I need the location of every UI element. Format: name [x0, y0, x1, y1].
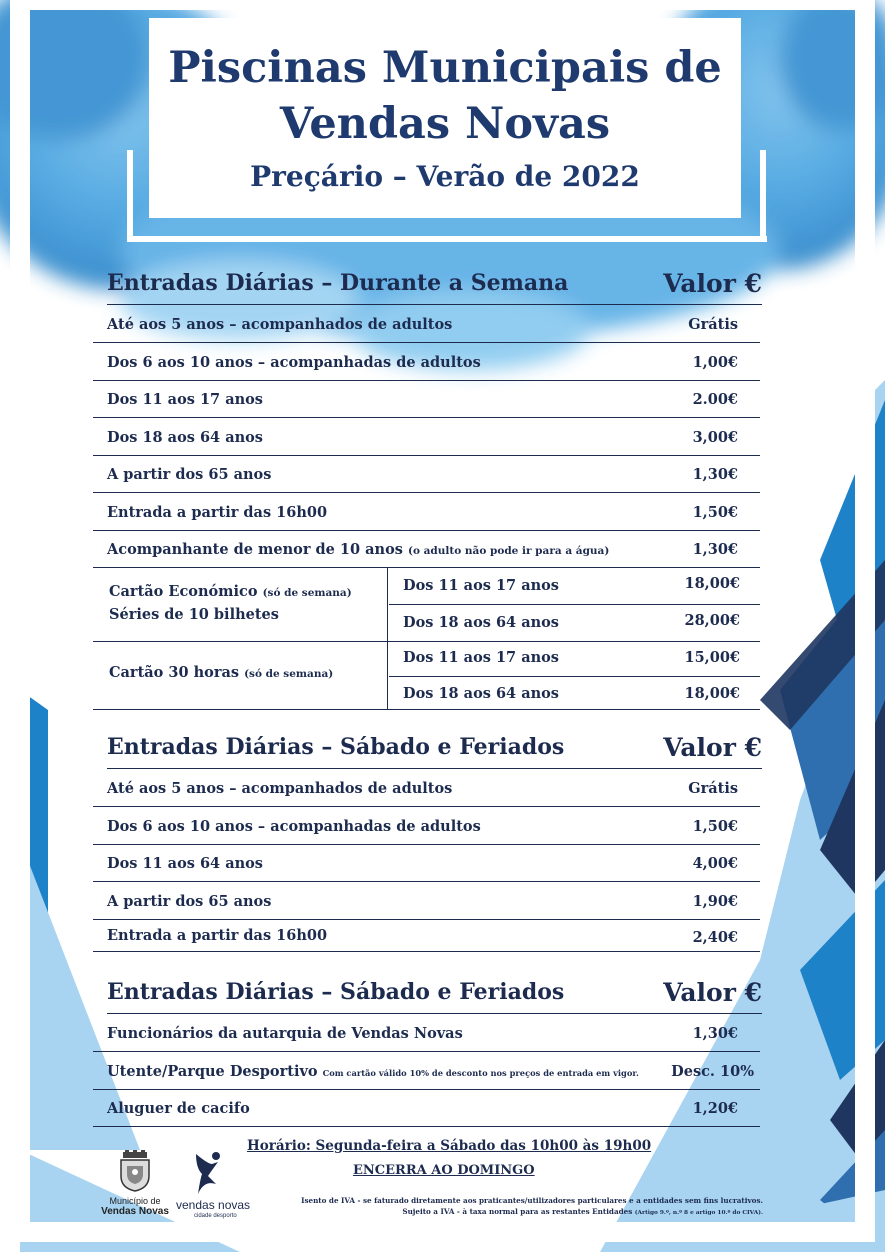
option-price: 18,00€ [684, 685, 740, 702]
option-price: 15,00€ [684, 649, 740, 666]
group-label-text: Cartão Económico [109, 583, 258, 600]
option-price: 18,00€ [684, 575, 740, 592]
vat-note-ref: (Artigo 9.º, n.º 8 e artigo 10.º do CIVA). [634, 1210, 763, 1216]
municipality-logo-line1: Município de [109, 1196, 161, 1206]
group-label-line2: Séries de 10 bilhetes [109, 606, 279, 623]
section-heading: Entradas Diárias – Durante a Semana [107, 270, 569, 296]
table-row [93, 493, 760, 531]
sports-city-logo-line1: vendas novas [176, 1198, 251, 1212]
row-label-text: Utente/Parque Desportivo [107, 1063, 318, 1080]
municipality-logo-line2: Vendas Novas [101, 1206, 169, 1217]
row-label: Funcionários da autarquia de Vendas Novas [107, 1025, 463, 1042]
vat-note-subject [402, 1207, 763, 1216]
group-note: (só de semana) [262, 587, 352, 599]
row-note: (o adulto não pode ir para a água) [407, 545, 610, 557]
municipality-logo [100, 1150, 170, 1217]
row-price: Desc. 10% [671, 1063, 754, 1080]
value-header: Valor € [663, 978, 762, 1007]
table-row [93, 769, 760, 807]
option-label: Dos 18 aos 64 anos [403, 685, 559, 702]
row-price: 2,40€ [692, 929, 738, 946]
row-label: Dos 6 aos 10 anos – acompanhadas de adultos [107, 354, 481, 371]
row-label: Dos 11 aos 17 anos [107, 391, 263, 408]
row-label: Entrada a partir das 16h00 [107, 504, 328, 521]
table-row [93, 455, 760, 493]
opening-hours: Horário: Segunda-feira a Sábado das 10h00 às 19h00 [247, 1138, 652, 1154]
value-header: Valor € [663, 733, 762, 762]
section-weekday-header [107, 264, 762, 305]
table-row [93, 919, 760, 952]
group-note: (só de semana) [244, 668, 334, 680]
group-label [109, 662, 333, 685]
table-row [93, 530, 760, 568]
option-label: Dos 11 aos 17 anos [403, 649, 559, 666]
vat-note-exempt: Isento de IVA - se faturado diretamente aos praticantes/utilizadores particulares e a entidades sem fins lucrativos. [301, 1196, 763, 1205]
table-row [93, 380, 760, 418]
group-option [389, 567, 760, 605]
row-label: A partir dos 65 anos [107, 893, 272, 910]
title-line-2: Vendas Novas [279, 99, 611, 149]
row-label: A partir dos 65 anos [107, 466, 272, 483]
row-label: Dos 18 aos 64 anos [107, 429, 263, 446]
table-row [93, 343, 760, 381]
table-row [93, 305, 760, 343]
row-label: Entrada a partir das 16h00 [107, 927, 328, 944]
group-option [389, 676, 760, 709]
cartao-economico-group [93, 567, 760, 642]
table-row [93, 882, 760, 920]
row-label: Até aos 5 anos – acompanhados de adultos [107, 780, 453, 797]
section-other-header [107, 973, 762, 1014]
section-weekend-header [107, 728, 762, 769]
vat-note-text: Sujeito a IVA - à taxa normal para as restantes Entidades [402, 1207, 633, 1216]
option-price: 28,00€ [684, 612, 740, 629]
table-row [93, 418, 760, 456]
table-row [93, 844, 760, 882]
title-line-1: Piscinas Municipais de [168, 43, 722, 93]
option-label: Dos 18 aos 64 anos [403, 614, 559, 631]
row-price: 1,90€ [692, 893, 738, 910]
section-heading: Entradas Diárias – Sábado e Feriados [107, 979, 565, 1005]
row-price: Grátis [688, 316, 738, 333]
coat-of-arms-icon [115, 1150, 155, 1192]
group-label-text: Cartão 30 horas [109, 664, 240, 681]
row-price: 1,20€ [692, 1100, 738, 1117]
row-label: Aluguer de cacifo [107, 1100, 250, 1117]
row-price: 1,30€ [692, 1025, 738, 1042]
option-label: Dos 11 aos 17 anos [403, 577, 559, 594]
row-label: Dos 6 aos 10 anos – acompanhadas de adultos [107, 818, 481, 835]
row-label-text: Acompanhante de menor de 10 anos [107, 541, 403, 558]
athlete-icon [182, 1150, 232, 1198]
row-price: 3,00€ [692, 429, 738, 446]
row-price: 1,30€ [692, 466, 738, 483]
group-option [389, 604, 760, 641]
row-label: Dos 11 aos 64 anos [107, 855, 263, 872]
group-label [109, 581, 352, 626]
closed-notice: ENCERRA AO DOMINGO [353, 1163, 535, 1178]
group-option [389, 641, 760, 677]
row-price: 1,50€ [692, 818, 738, 835]
row-price: Grátis [688, 780, 738, 797]
cartao-30h-group [93, 641, 760, 710]
sports-city-logo-line2: cidade desporto [194, 1213, 237, 1219]
value-header: Valor € [663, 269, 762, 298]
section-heading: Entradas Diárias – Sábado e Feriados [107, 734, 565, 760]
page-subtitle: Preçário – Verão de 2022 [250, 160, 640, 193]
row-price: 1,50€ [692, 504, 738, 521]
row-label: Até aos 5 anos – acompanhados de adultos [107, 316, 453, 333]
row-price: 4,00€ [692, 855, 738, 872]
table-row [93, 1014, 760, 1052]
row-label [107, 541, 609, 558]
table-row [93, 1089, 760, 1127]
table-row [93, 1052, 760, 1090]
row-label [107, 1063, 639, 1080]
row-price: 2.00€ [692, 391, 738, 408]
row-price: 1,30€ [692, 541, 738, 558]
row-price: 1,00€ [692, 354, 738, 371]
row-note: Com cartão válido 10% de desconto nos preços de entrada em vigor. [322, 1068, 639, 1078]
table-row [93, 807, 760, 845]
